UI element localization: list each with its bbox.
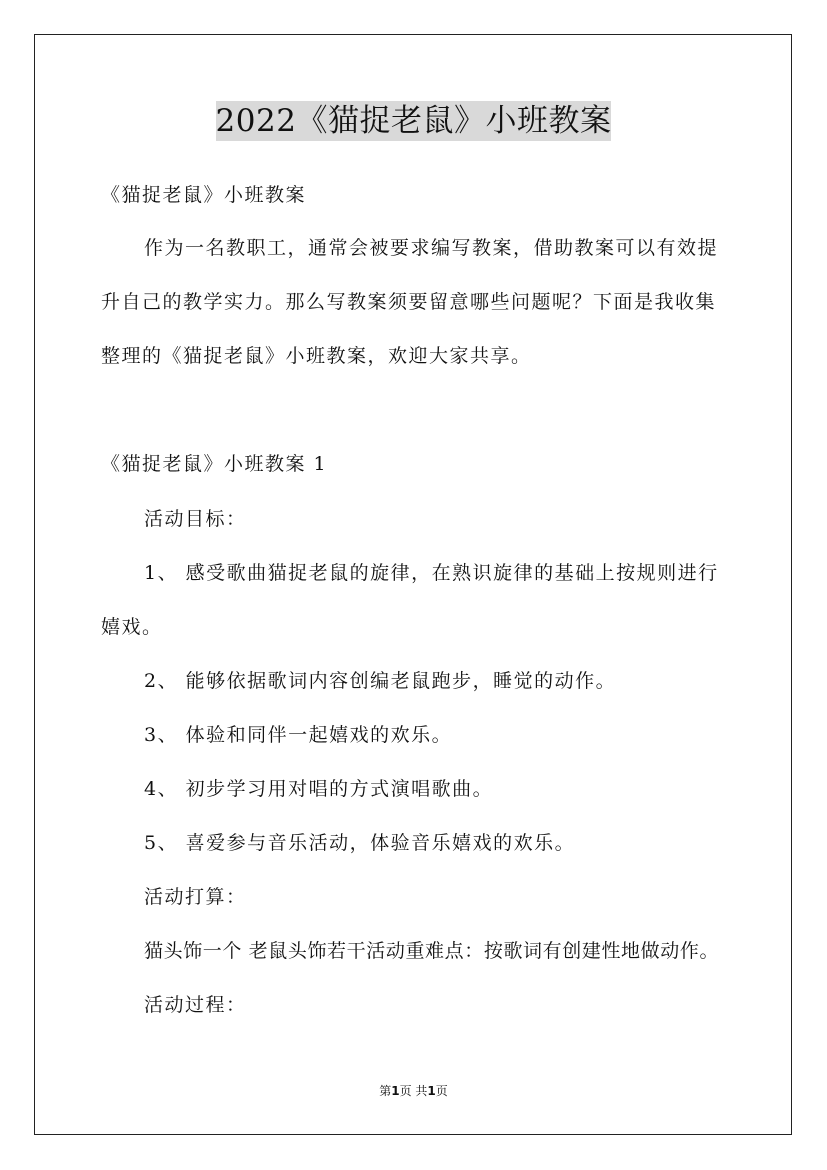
page-footer xyxy=(0,1083,827,1099)
prep-text: 猫头饰一个 老鼠头饰若干活动重难点：按歌词有创建性地做动作。 xyxy=(144,940,720,962)
goal-item-4: 4、 初步学习用对唱的方式演唱歌曲。 xyxy=(144,778,494,800)
goals-label: 活动目标： xyxy=(144,508,247,530)
document-subtitle: 《猫捉老鼠》小班教案 xyxy=(101,184,307,206)
document-title-text: 2022《猫捉老鼠》小班教案 xyxy=(215,103,612,139)
footer-page-total: 1 xyxy=(427,1084,436,1098)
section-heading: 《猫捉老鼠》小班教案 1 xyxy=(101,453,328,475)
goal-item-2: 2、 能够依据歌词内容创编老鼠跑步，睡觉的动作。 xyxy=(144,670,617,692)
goal-item-1: 1、 感受歌曲猫捉老鼠的旋律，在熟识旋律的基础上按规则进行 xyxy=(144,562,719,584)
footer-page-suffix: 页 xyxy=(435,1084,448,1098)
goal-item-5: 5、 喜爱参与音乐活动，体验音乐嬉戏的欢乐。 xyxy=(144,832,576,854)
document-title xyxy=(0,101,827,141)
goal-item-1-continued: 嬉戏。 xyxy=(101,616,163,638)
footer-page-number: 1 xyxy=(391,1084,400,1098)
process-label: 活动过程： xyxy=(144,994,247,1016)
intro-line-3: 整理的《猫捉老鼠》小班教案，欢迎大家共享。 xyxy=(101,345,532,367)
intro-line-2: 升自己的教学实力。那么写教案须要留意哪些问题呢？下面是我收集 xyxy=(101,291,717,313)
footer-page-mid: 页 共 xyxy=(399,1084,428,1098)
prep-label: 活动打算： xyxy=(144,886,247,908)
goal-item-3: 3、 体验和同伴一起嬉戏的欢乐。 xyxy=(144,724,453,746)
footer-page-prefix: 第 xyxy=(379,1084,392,1098)
intro-line-1: 作为一名教职工，通常会被要求编写教案，借助教案可以有效提 xyxy=(144,237,719,259)
